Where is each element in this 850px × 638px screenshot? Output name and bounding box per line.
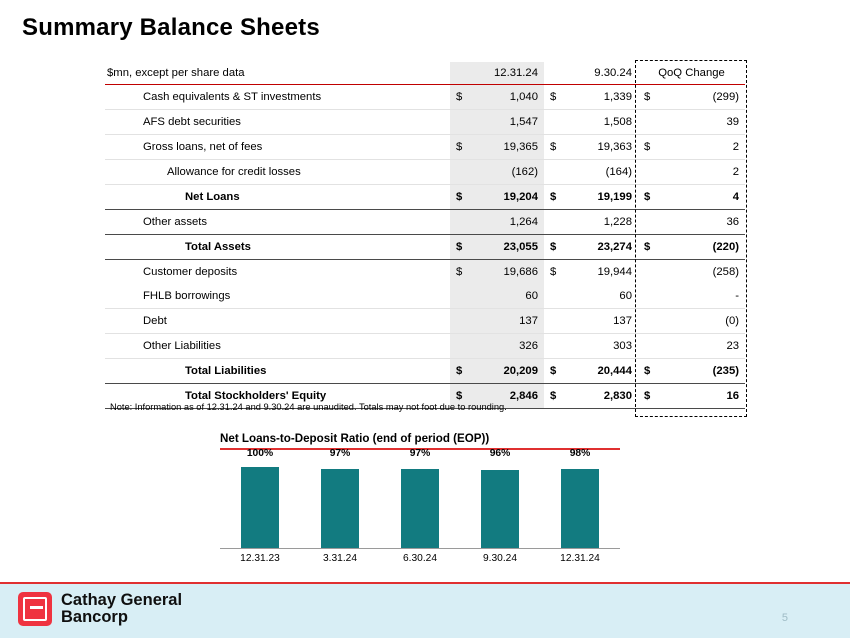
- table-row: [105, 210, 745, 235]
- chart-bar: [401, 469, 439, 547]
- row-qoq-value: (0): [664, 309, 745, 334]
- chart-bar-cell: [460, 447, 540, 548]
- row-current-value: 23,055: [472, 235, 544, 260]
- company-name: [61, 592, 182, 626]
- row-prior-value: 19,944: [597, 266, 632, 278]
- table-row: [105, 359, 745, 384]
- row-prior-symbol: $: [544, 185, 566, 210]
- row-qoq-symbol: [638, 284, 664, 309]
- row-prior-value: 137: [566, 309, 638, 334]
- row-prior-symbol: [544, 334, 566, 359]
- row-qoq-symbol: $: [638, 85, 664, 110]
- table-row: [105, 235, 745, 260]
- row-prior-symbol: $: [544, 85, 566, 110]
- row-current-value: 19,204: [472, 185, 544, 210]
- row-qoq-value: 39: [664, 110, 745, 135]
- row-current-symbol: $: [450, 384, 472, 409]
- row-current-symbol: $: [450, 235, 472, 260]
- row-current-value: 1,040: [472, 85, 544, 110]
- row-current-value: 19,365: [472, 135, 544, 160]
- row-qoq-value: (235): [664, 359, 745, 384]
- chart-x-label: 12.31.24: [560, 552, 600, 564]
- row-qoq-value: -: [664, 284, 745, 309]
- row-qoq-value: (220): [664, 235, 745, 260]
- row-prior-symbol: [544, 210, 566, 235]
- chart-bar: [561, 469, 599, 548]
- chart-bar: [481, 470, 519, 548]
- chart-x-label: 12.31.23: [240, 552, 280, 564]
- chart-bar-cell: [540, 447, 620, 548]
- row-prior-symbol: [544, 110, 566, 135]
- row-label: Other assets: [143, 216, 208, 228]
- row-qoq-value: 2: [664, 135, 745, 160]
- row-current-symbol: $: [450, 260, 472, 285]
- chart-bar-cell: [300, 447, 380, 548]
- table-row: [105, 160, 745, 185]
- row-label: Allowance for credit losses: [105, 160, 450, 185]
- row-prior-value: 19,363: [566, 135, 638, 160]
- row-label: FHLB borrowings: [105, 284, 450, 309]
- row-label: Debt: [105, 309, 450, 334]
- row-label: Total Stockholders' Equity: [105, 384, 450, 409]
- row-current-symbol: $: [450, 135, 472, 160]
- row-qoq-symbol: $: [638, 135, 664, 160]
- slide-footer: [0, 582, 850, 638]
- row-current-value: (162): [472, 160, 544, 185]
- row-prior-value: 2,830: [566, 384, 638, 409]
- row-qoq-symbol: $: [638, 384, 664, 409]
- loans-to-deposit-chart: [220, 432, 620, 564]
- chart-bars: [220, 447, 620, 549]
- row-prior-value: (164): [566, 160, 638, 185]
- chart-bar-value-label: 96%: [489, 447, 511, 459]
- row-qoq-symbol: [638, 309, 664, 334]
- chart-x-label: 6.30.24: [403, 552, 437, 564]
- chart-x-label: 9.30.24: [483, 552, 517, 564]
- row-qoq-value: (258): [712, 266, 740, 278]
- balance-sheet-table: [105, 62, 745, 409]
- row-qoq-symbol: [638, 210, 664, 235]
- row-qoq-value: 16: [664, 384, 745, 409]
- row-qoq-symbol: [638, 260, 664, 285]
- row-prior-symbol: $: [550, 266, 557, 278]
- chart-plot-area: [220, 447, 620, 548]
- row-label: Net Loans: [105, 185, 450, 210]
- row-prior-value: 23,274: [566, 235, 638, 260]
- header-prior-period: 9.30.24: [566, 62, 638, 85]
- row-prior-value: 19,199: [566, 185, 638, 210]
- header-current-sym: [450, 62, 472, 85]
- table-row: [105, 334, 745, 359]
- balance-sheet-table-wrap: [105, 62, 745, 409]
- chart-x-label: 3.31.24: [323, 552, 357, 564]
- header-current-period: 12.31.24: [472, 62, 544, 85]
- chart-bar-value-label: 97%: [329, 447, 351, 459]
- row-current-value: 60: [472, 284, 544, 309]
- row-prior-symbol: $: [544, 135, 566, 160]
- row-label: AFS debt securities: [105, 110, 450, 135]
- row-current-symbol: $: [450, 359, 472, 384]
- row-label: Customer deposits: [143, 266, 238, 278]
- chart-bar: [321, 469, 359, 547]
- table-row: [105, 85, 745, 110]
- row-current-symbol: [450, 160, 472, 185]
- row-qoq-symbol: $: [638, 359, 664, 384]
- row-qoq-value: 36: [726, 216, 740, 228]
- row-current-symbol: $: [450, 85, 472, 110]
- row-current-symbol: [450, 334, 472, 359]
- row-prior-value: 1,508: [566, 110, 638, 135]
- table-row: [105, 185, 745, 210]
- row-qoq-value: 4: [664, 185, 745, 210]
- row-current-symbol: [450, 110, 472, 135]
- chart-bar-value-label: 97%: [409, 447, 431, 459]
- chart-title: Net Loans-to-Deposit Ratio (end of period (EOP)): [220, 432, 490, 445]
- row-current-value: 1,264: [472, 210, 544, 235]
- company-logo: [18, 592, 182, 626]
- table-row: [105, 260, 745, 285]
- row-qoq-symbol: $: [638, 185, 664, 210]
- row-prior-value: 60: [566, 284, 638, 309]
- table-row: [105, 284, 745, 309]
- row-qoq-symbol: $: [638, 235, 664, 260]
- chart-bar-cell: [220, 447, 300, 548]
- company-name-line2: Bancorp: [61, 608, 128, 626]
- cathay-logo-icon: [18, 592, 52, 626]
- row-prior-symbol: $: [544, 384, 566, 409]
- row-prior-value: 1,228: [603, 216, 632, 228]
- row-label: Cash equivalents & ST investments: [105, 85, 450, 110]
- row-current-symbol: [450, 309, 472, 334]
- row-qoq-value: (299): [664, 85, 745, 110]
- table-footnote: Note: Information as of 12.31.24 and 9.30.24 are unaudited. Totals may not foot due to rounding.: [110, 402, 507, 412]
- row-qoq-symbol: [638, 334, 664, 359]
- row-prior-value: 20,444: [566, 359, 638, 384]
- header-label: $mn, except per share data: [105, 62, 450, 85]
- row-current-symbol: $: [450, 185, 472, 210]
- balance-sheet-body: [105, 62, 745, 409]
- row-prior-value: 303: [566, 334, 638, 359]
- chart-x-axis-labels: [220, 553, 620, 564]
- header-qoq-change: QoQ Change: [638, 62, 745, 85]
- chart-bar: [241, 467, 279, 548]
- table-header-row: [105, 62, 745, 85]
- row-current-symbol: [450, 284, 472, 309]
- row-prior-symbol: [544, 160, 566, 185]
- page-number: 5: [781, 612, 788, 624]
- page-title: Summary Balance Sheets: [22, 14, 320, 41]
- chart-bar-value-label: 98%: [569, 447, 591, 459]
- row-prior-value: 1,339: [566, 85, 638, 110]
- table-row: [105, 135, 745, 160]
- row-label: Gross loans, net of fees: [105, 135, 450, 160]
- row-current-symbol: [450, 210, 472, 235]
- row-qoq-value: 2: [664, 160, 745, 185]
- row-prior-symbol: $: [544, 235, 566, 260]
- chart-bar-value-label: 100%: [246, 447, 274, 459]
- row-current-value: 326: [472, 334, 544, 359]
- row-prior-symbol: [544, 309, 566, 334]
- table-row: [105, 309, 745, 334]
- row-current-value: 2,846: [472, 384, 544, 409]
- row-prior-symbol: [544, 284, 566, 309]
- company-name-line1: Cathay General: [61, 591, 183, 610]
- row-qoq-value: 23: [664, 334, 745, 359]
- header-prior-sym: [544, 62, 566, 85]
- table-row: [105, 110, 745, 135]
- row-current-value: 20,209: [472, 359, 544, 384]
- row-current-value: 19,686: [472, 260, 544, 285]
- row-qoq-symbol: [638, 160, 664, 185]
- row-qoq-symbol: [638, 110, 664, 135]
- row-current-value: 137: [472, 309, 544, 334]
- row-label: Total Liabilities: [105, 359, 450, 384]
- row-current-value: 1,547: [472, 110, 544, 135]
- row-prior-symbol: $: [544, 359, 566, 384]
- chart-bar-cell: [380, 447, 460, 548]
- row-label: Total Assets: [105, 235, 450, 260]
- row-label: Other Liabilities: [105, 334, 450, 359]
